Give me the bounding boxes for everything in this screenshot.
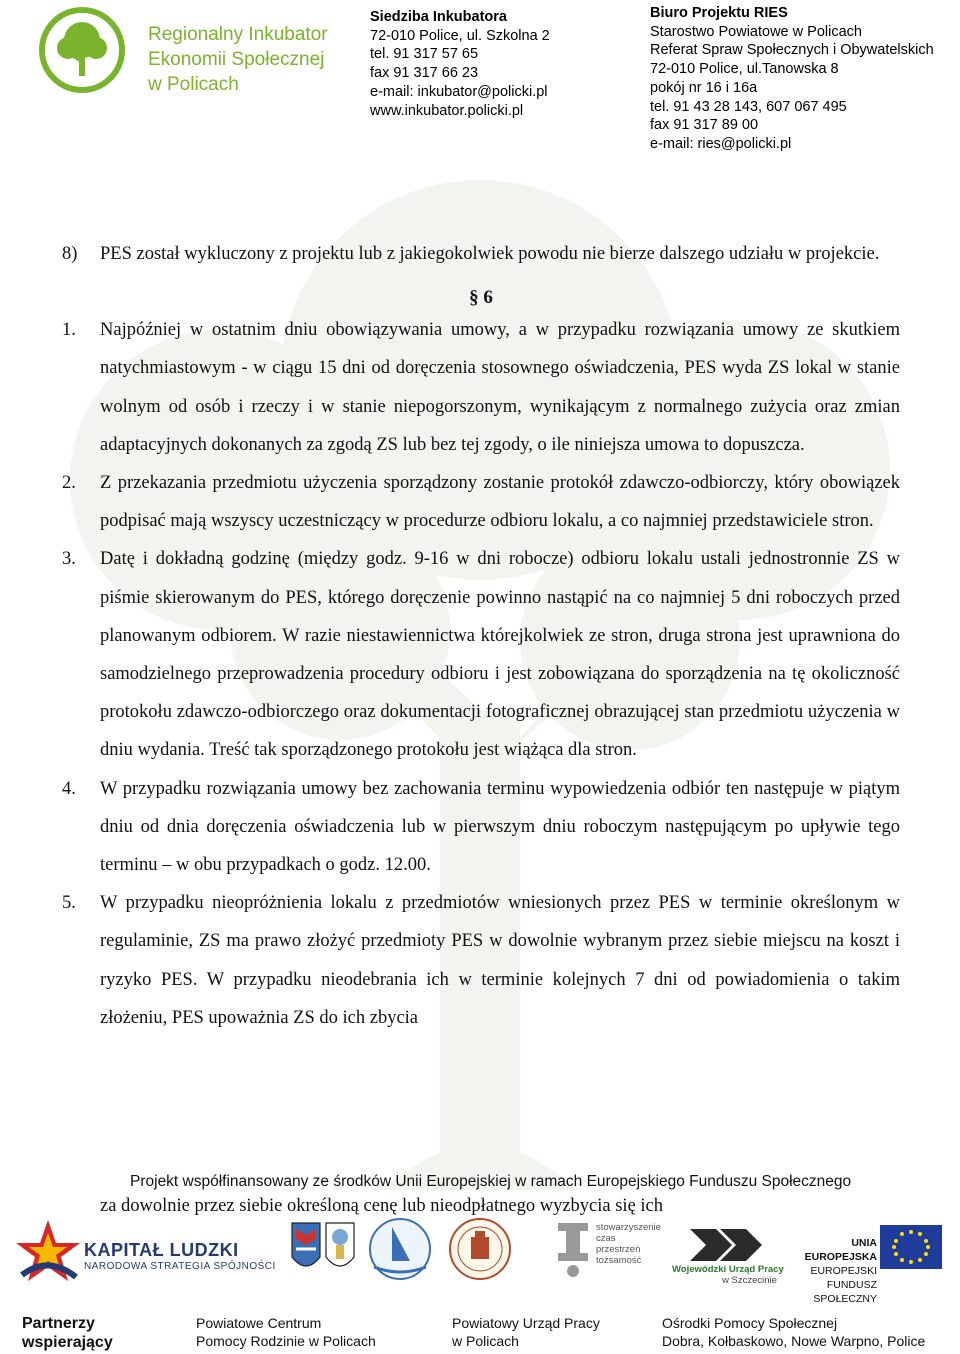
- list-item: [62, 770, 900, 885]
- czas-line: przestrzeń: [596, 1244, 641, 1255]
- email-line: e-mail: ries@policki.pl: [650, 135, 792, 152]
- partner-line: Pomocy Rodzinie w Policach: [196, 1333, 376, 1349]
- address-title: Siedziba Inkubatora: [370, 9, 507, 25]
- office-title: Biuro Projektu RIES: [650, 5, 788, 21]
- item-number: 4.: [62, 778, 76, 799]
- item-number: 3.: [62, 549, 76, 570]
- partner-line: Powiatowe Centrum: [196, 1315, 322, 1331]
- gmina-crest-icon: [326, 1223, 354, 1266]
- wup-line: Wojewódzki Urząd Pracy: [672, 1264, 784, 1275]
- website-line: www.inkubator.policki.pl: [370, 102, 524, 119]
- czas-logo-text: [596, 1222, 661, 1266]
- letterhead: [0, 0, 960, 150]
- item-number: 8): [62, 244, 78, 264]
- list-item: [62, 235, 900, 273]
- partner-line: Ośrodki Pomocy Społecznej: [662, 1315, 838, 1331]
- partners-label-line: wspierający: [22, 1334, 113, 1351]
- kapital-ludzki-title: KAPITAŁ LUDZKI: [84, 1240, 239, 1260]
- inkubator-address: [370, 8, 550, 120]
- partner-pup: [452, 1314, 600, 1350]
- tree-logo-icon: [38, 6, 134, 96]
- logo-line: w Policach: [148, 74, 239, 95]
- eu-line: FUNDUSZ SPOŁECZNY: [813, 1279, 877, 1305]
- czas-line: stowarzyszenie: [596, 1222, 661, 1233]
- item-number: 1.: [62, 320, 76, 341]
- item-text: Datę i dokładną godzinę (między godz. 9-16 w dni robocze) odbioru lokalu ustali jednostronnie ZS w piśmie skierowanym do PES, którego doręczenie powinno nastąpić na co najmniej 5 dni roboczych przed planowanym odbiorem. W razie niestawiennictwa którejkolwiek ze stron, druga strona jest uprawniona do samodzielnego przeprowadzenia procedury odbioru i jest zobowiązana do sporządzenia na tę okoliczność protokołu zdawczo-odbiorczego oraz dokumentacji fotograficznej obrazującej stan przedmiotu użyczenia w dniu wydania. Treść tak sporządzonego protokołu jest wiążąca dla stron.: [100, 549, 900, 761]
- seal-icon: [450, 1219, 510, 1279]
- address-line: fax 91 317 66 23: [370, 65, 479, 82]
- item-text: W przypadku rozwiązania umowy bez zachowania terminu wypowiedzenia odbiór ten następuje w piątym dniu od dnia doręczenia oświadczenia lub w pierwszym dniu roboczym następującym po upływie tego terminu – w obu przypadkach o godz. 12.00.: [100, 778, 900, 876]
- list-item: [62, 884, 900, 1037]
- sailing-badge-icon: [370, 1219, 430, 1279]
- address-line: 72-010 Police, ul. Szkolna 2: [370, 27, 550, 44]
- partner-line: Dobra, Kołbaskowo, Nowe Warpno, Police: [662, 1333, 926, 1349]
- section-heading: § 6: [469, 287, 493, 309]
- project-funding-line: Projekt współfinansowany ze środków Unii Europejskiej w ramach Europejskiego Funduszu Społecznego: [130, 1173, 852, 1190]
- wup-logo-text: [672, 1264, 784, 1286]
- eu-flag-icon: [880, 1225, 942, 1269]
- eu-line: UNIA EUROPEJSKA: [804, 1237, 877, 1263]
- partner-ops: [662, 1314, 925, 1350]
- inkubator-logo-text: [148, 22, 328, 97]
- address-line: tel. 91 317 57 65: [370, 46, 479, 63]
- logo-line: Regionalny Inkubator: [148, 24, 328, 45]
- partner-line: Powiatowy Urząd Pracy: [452, 1315, 600, 1331]
- partners-label: [22, 1314, 113, 1352]
- kapital-ludzki-subtitle: NARODOWA STRATEGIA SPÓJNOŚCI: [84, 1261, 276, 1272]
- continuation-text: za dowolnie przez siebie określoną cenę lub nieodpłatnego wyzbycia się ich: [100, 1196, 664, 1216]
- item-number: 5.: [62, 893, 76, 914]
- document-body: [62, 235, 900, 1037]
- item-text: W przypadku nieopróżnienia lokalu z przedmiotów wniesionych przez PES w terminie określonym w regulaminie, ZS ma prawo złożyć przedmioty PES w dowolnie wybranym przez siebie miejscu na koszt i ryzyko PES. W przypadku nieodebrania ich w terminie kolejnych 7 dni od powiadomienia o takim złożeniu, PES upoważnia ZS do ich zbycia: [100, 893, 900, 1028]
- czas-logo-icon: [558, 1223, 588, 1277]
- item-text: Najpóźniej w ostatnim dniu obowiązywania umowy, a w przypadku rozwiązania umowy ze skutkiem natychmiastowym - w ciągu 15 dni od doręczenia stosownego oświadczenia, PES wyda ZS lokal w stanie wolnym od osób i rzeczy i w stanie niepogorszonym, wynikającym z normalnego zużycia oraz zmian adaptacyjnych dokonanych za zgodą ZS lub bez tej zgody, o ile niniejsza umowa to dopuszcza.: [100, 320, 900, 455]
- item-text: PES został wykluczony z projektu lub z jakiegokolwiek powodu nie bierze dalszego udziału w projekcie.: [100, 244, 880, 264]
- phone-line: tel. 91 43 28 143, 607 067 495: [650, 98, 847, 115]
- kapital-ludzki-text: [84, 1240, 276, 1272]
- fax-line: fax 91 317 89 00: [650, 117, 759, 134]
- address-line: Referat Spraw Społecznych i Obywatelskich: [650, 42, 934, 59]
- wup-logo-icon: [690, 1229, 762, 1261]
- partner-pcpr: [196, 1314, 376, 1350]
- partner-line: w Policach: [452, 1333, 519, 1349]
- list-item: [62, 464, 900, 540]
- eu-logo-text: [785, 1236, 877, 1306]
- ries-office-address: [650, 4, 934, 154]
- item-text: Z przekazania przedmiotu użyczenia sporządzony zostanie protokół zdawczo-odbiorczy, który obowiązek podpisać mają wszyscy uczestniczący w procedurze odbioru lokalu, a co najmniej przedstawiciele stron.: [100, 473, 900, 532]
- address-line: Starostwo Powiatowe w Policach: [650, 23, 862, 40]
- address-line: pokój nr 16 i 16a: [650, 79, 758, 96]
- kapital-ludzki-logo-icon: [16, 1220, 80, 1281]
- czas-line: czas: [596, 1233, 616, 1244]
- list-item: [62, 540, 900, 769]
- item-number: 2.: [62, 473, 76, 494]
- eu-line: EUROPEJSKI: [810, 1265, 877, 1277]
- wup-line: w Szczecinie: [722, 1275, 777, 1286]
- czas-line: tożsamość: [596, 1255, 642, 1266]
- logo-line: Ekonomii Społecznej: [148, 49, 325, 70]
- powiat-crest-icon: [292, 1223, 320, 1266]
- partners-label-line: Partnerzy: [22, 1315, 95, 1332]
- address-line: 72-010 Police, ul.Tanowska 8: [650, 61, 839, 78]
- email-line: e-mail: inkubator@policki.pl: [370, 83, 548, 100]
- list-item: [62, 311, 900, 464]
